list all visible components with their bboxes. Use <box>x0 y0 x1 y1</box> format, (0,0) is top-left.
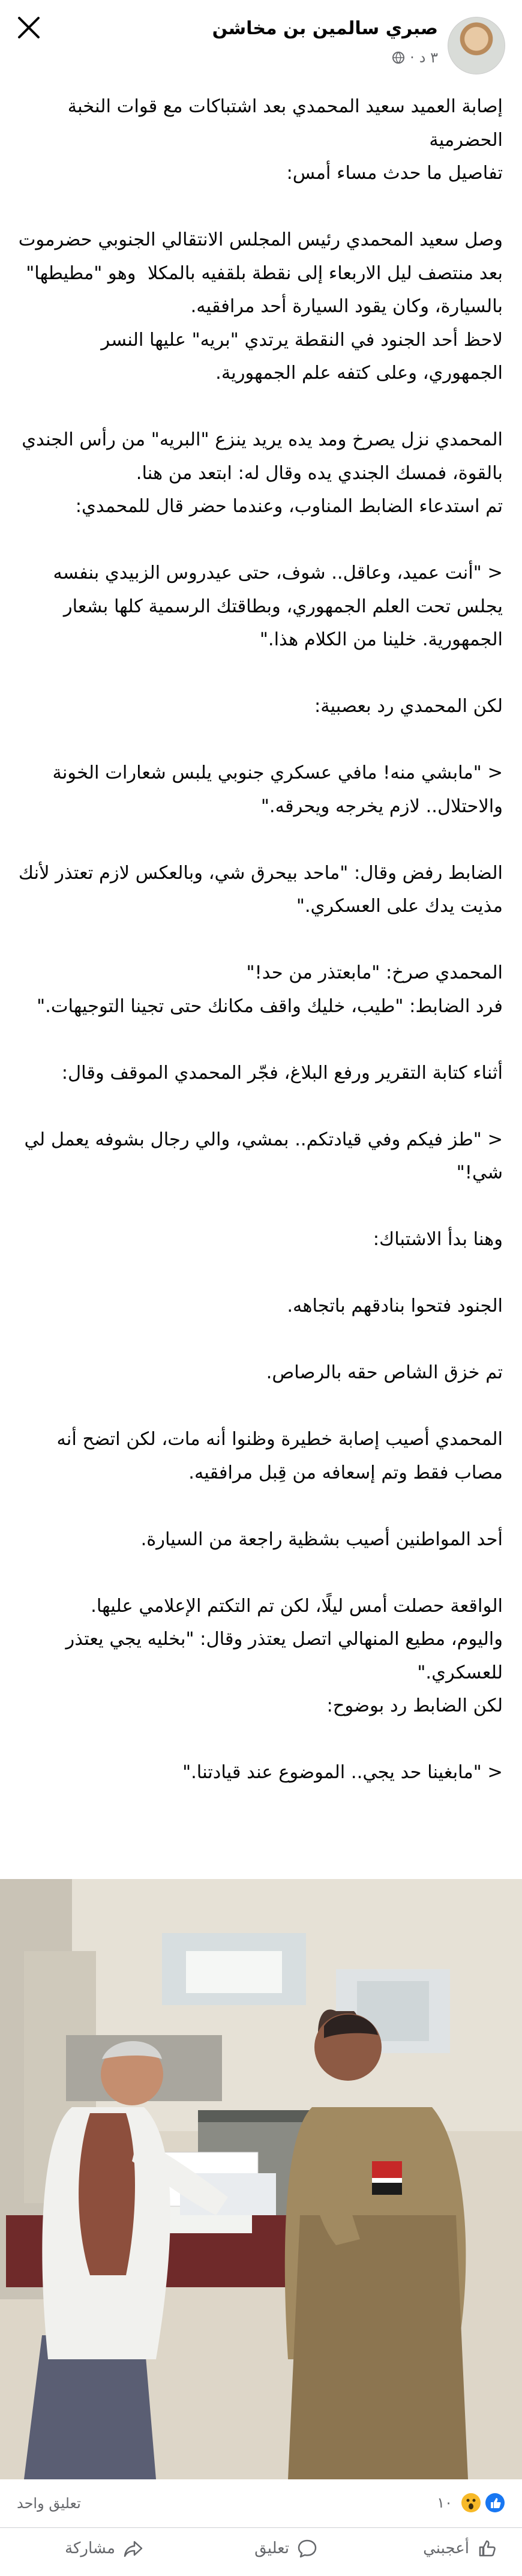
reaction-summary[interactable] <box>437 2493 505 2513</box>
avatar[interactable] <box>448 17 505 74</box>
office-meeting-photo <box>0 1879 522 2479</box>
share-label: مشاركة <box>65 2539 115 2557</box>
post-body-text: إصابة العميد سعيد المحمدي بعد اشتباكات مع قوات النخبة الحضرمية تفاصيل ما حدث مساء أمس: وصل سعيد المحمدي رئيس المجلس الانتقالي الجنوبي حضرموت بعد منتصف ليل الاربعاء إلى نقطة بلقفيه بالمكلا وهو "مطيطها" بالسيارة، وكان يقود السيارة أحد مرافقيه. لاحظ أحد الجنود في النقطة يرتدي "بريه" عليها النسر الجمهوري، وعلى كتفه علم الجمهورية. المحمدي نزل يصرخ ومد يده يريد ينزع "البريه" من رأس الجندي بالقوة، فمسك الجندي يده وقال له: ابتعد من هنا. تم استدعاء الضابط المناوب، وعندما حضر قال للمحمدي: < "أنت عميد، وعاقل.. شوف، حتى عيدروس الزبيدي بنفسه يجلس تحت العلم الجمهوري، وبطاقتك الرسمية كلها بشعار الجمهورية. خلينا من الكلام هذا." لكن المحمدي رد بعصبية: < "مابشي منه! مافي عسكري جنوبي يلبس شعارات الخونة والاحتلال.. لازم يخرجه ويحرقه." الضابط رفض وقال: "ماحد بيحرق شي، وبالعكس لازم تعتذر لأنك مذيت يدك على العسكري." المحمدي صرخ: "مابعتذر من حد!" فرد الضابط: "طيب، خليك واقف مكانك حتى تجينا التوجيهات." أثناء كتابة التقرير ورفع البلاغ، فجّر المحمدي الموقف وقال: < "طز فيكم وفي قيادتكم.. بمشي، والي رجال بشوفه يعمل لي شي!" وهنا بدأ الاشتباك: الجنود فتحوا بنادقهم باتجاهه. تم خزق الشاص حقه بالرصاص. المحمدي أصيب إصابة خطيرة وظنوا أنه مات، لكن اتضح أنه مصاب فقط وتم إسعافه من قِبل مرافقيه. أحد المواطنين أصيب بشظية راجعة من السيارة. الواقعة حصلت أمس ليلًا، لكن تم التكتم الإعلامي عليها. واليوم، مطيع المنهالي اتصل يعتذر وقال: "بخليه يجي يعتذر للعسكري." لكن الضابط رد بوضوح: < "مابغينا حد يجي.. الموضوع عند قيادتنا." <box>18 96 503 1783</box>
action-bar <box>0 2527 522 2570</box>
like-button[interactable] <box>423 2538 498 2559</box>
like-reaction-icon <box>485 2493 505 2513</box>
wow-reaction-icon <box>461 2493 481 2513</box>
like-label: أعجبني <box>423 2539 469 2557</box>
thumbs-up-icon <box>476 2538 498 2559</box>
post-meta: ٣ د · <box>392 49 438 66</box>
comment-label: تعليق <box>254 2539 289 2557</box>
close-icon <box>12 11 46 44</box>
reactions-count: ١٠ <box>437 2494 452 2511</box>
post-photo[interactable] <box>0 1879 522 2479</box>
comment-button[interactable] <box>254 2538 318 2559</box>
post-header <box>0 0 522 84</box>
globe-icon <box>392 51 405 64</box>
post-time[interactable]: ٣ د <box>419 49 438 66</box>
comment-bubble-icon <box>296 2538 318 2559</box>
share-arrow-icon <box>122 2538 144 2559</box>
share-button[interactable] <box>65 2538 144 2559</box>
close-button[interactable] <box>12 11 46 44</box>
reactions-row <box>0 2485 522 2521</box>
author-name[interactable]: صبري سالمين بن مخاشن <box>212 18 438 39</box>
comments-count[interactable]: تعليق واحد <box>17 2495 81 2512</box>
